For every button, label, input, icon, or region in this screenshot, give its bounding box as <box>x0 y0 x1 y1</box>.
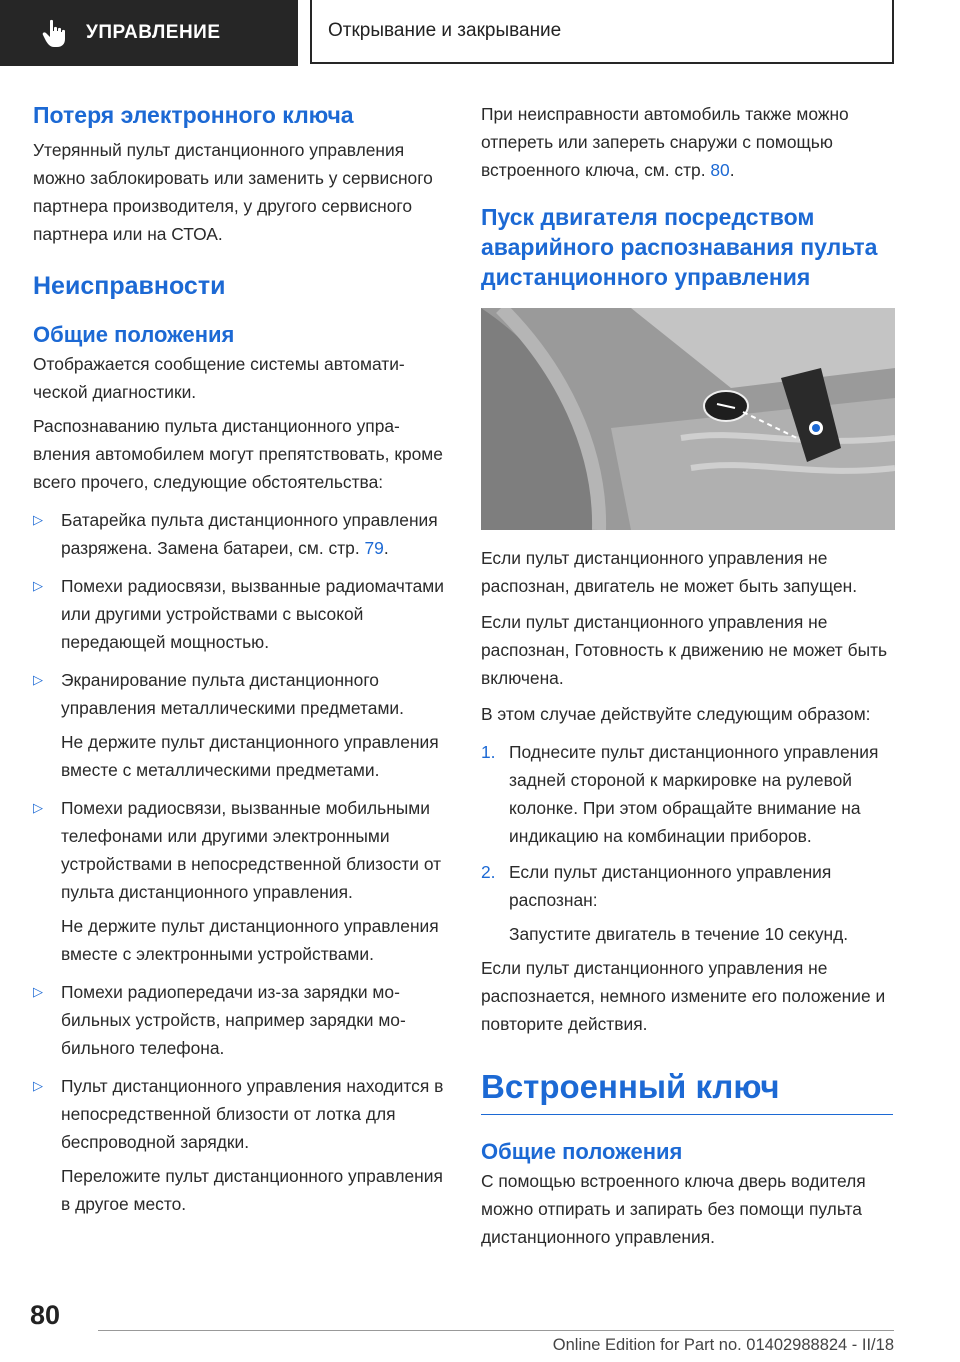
topic-title: Открывание и закрывание <box>328 20 562 41</box>
page-number: 80 <box>30 1300 61 1330</box>
step-text: Поднесите пульт дистанционного управления задней стороной к маркировке на рулевой колонке. При этом обращайте внимание на индикацию на комбинации приборов. <box>509 742 879 846</box>
right-column <box>481 100 893 1251</box>
triangle-bullet-icon: ▷ <box>33 672 43 687</box>
triangle-bullet-icon: ▷ <box>33 984 43 999</box>
page-link[interactable]: 79 <box>364 538 384 558</box>
list-item <box>481 858 893 914</box>
triangle-bullet-icon: ▷ <box>33 578 43 593</box>
step-note: Запустите двигатель в течение 10 секунд. <box>509 924 849 944</box>
footer-edition: Online Edition for Part no. 01402988824 - II/18 <box>552 1336 894 1354</box>
page-link[interactable]: 80 <box>710 160 730 180</box>
heading-lost-key: Потеря электронного ключа <box>33 102 354 128</box>
hand-pointer-icon <box>42 18 68 48</box>
step-number: 2. <box>481 862 496 882</box>
triangle-bullet-icon: ▷ <box>33 800 43 815</box>
list-item <box>33 794 445 906</box>
header-topic-box <box>310 0 894 64</box>
heading-integrated-key: Встроенный ключ <box>481 1068 780 1105</box>
paragraph-detection: Распознаванию пульта дистанционного управления автомобилем могут препятствовать, кроме всего прочего, следующие обстоятельства: <box>33 416 443 492</box>
heading-emergency-start: Пуск двигателя посредством аварийного распознавания пульта дистанционного управления <box>481 204 878 290</box>
list-item <box>481 738 893 850</box>
triangle-bullet-icon: ▷ <box>33 512 43 527</box>
paragraph-malfunction: При неисправности автомобиль также можно отпереть или запереть снаружи с помощью встроенного ключа, см. стр. 80. <box>481 104 849 180</box>
bullet-note: Переложите пульт дистанционного управления в другое место. <box>61 1166 443 1214</box>
bullet-note: Не держите пульт дистанционного управления вместе с металлическими предметами. <box>61 732 439 780</box>
heading-faults: Неисправности <box>33 272 226 300</box>
step-number: 1. <box>481 742 496 762</box>
paragraph-not-recognized-2: Если пульт дистанционного управления не распознан, Готовность к движению не может быть включена. <box>481 612 888 688</box>
triangle-bullet-icon: ▷ <box>33 1078 43 1093</box>
bullet-text: Экранирование пульта дистанционного управления металлическими предметами. <box>61 670 404 718</box>
paragraph-retry: Если пульт дистанционного управления не распознается, немного измените его положение и повторите действия. <box>481 958 886 1034</box>
paragraph-lost-key: Утерянный пульт дистанционного управления можно заблокировать или заменить у сервисного партнера производителя, у другого сервисного партнера или на СТОА. <box>33 140 433 244</box>
steering-column-key-illustration <box>481 308 895 530</box>
step-text: Если пульт дистанционного управления распознан: <box>509 862 832 910</box>
paragraph-message: Отображается сообщение системы автоматической диагностики. <box>33 354 405 402</box>
list-item <box>33 978 445 1062</box>
bullet-note: Не держите пульт дистанционного управления вместе с электронными устройствами. <box>61 916 439 964</box>
heading-general-2: Общие положения <box>481 1139 683 1164</box>
bullet-text: Помехи радиосвязи, вызванные мобильными телефонами или другими электронными устройствами в непосредственной близости от пульта дистанционного управления. <box>61 798 442 902</box>
bullet-text: Помехи радиосвязи, вызванные радиомачтами или другими устройствами с высокой передающей мощностью. <box>61 576 444 652</box>
footer-rule <box>98 1330 894 1331</box>
bullet-text: Батарейка пульта дистанционного управления разряжена. Замена батареи, см. стр. <box>61 510 438 558</box>
paragraph-not-recognized-1: Если пульт дистанционного управления не распознан, двигатель не может быть запущен. <box>481 548 858 596</box>
header-section-tab <box>0 0 298 66</box>
bullet-text: Пульт дистанционного управления находится в непосредственной близости от лотка для беспроводной зарядки. <box>61 1076 444 1152</box>
paragraph-integrated: С помощью встроенного ключа дверь водителя можно отпирать и запирать без помощи пульта дистанционного управления. <box>481 1171 866 1247</box>
list-item <box>33 666 445 722</box>
list-item <box>33 1072 445 1156</box>
list-item <box>33 572 445 656</box>
heading-general: Общие положения <box>33 322 235 347</box>
section-title: УПРАВЛЕНИЕ <box>86 22 221 43</box>
list-item: ▷ Батарейка пульта дистанционного управления разряжена. Замена батареи, см. стр. 79. <box>33 506 445 562</box>
left-column <box>33 100 445 1218</box>
bullet-text: Помехи радиопередачи из-за зарядки мобильных устройств, например зарядки мобильного телефона. <box>61 982 406 1058</box>
paragraph-proceed: В этом случае действуйте следующим образом: <box>481 704 871 724</box>
